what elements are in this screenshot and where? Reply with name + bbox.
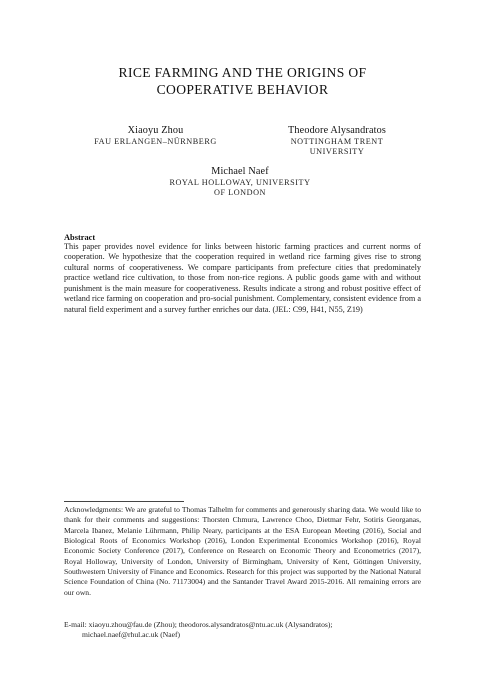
author-name: Xiaoyu Zhou [127, 125, 184, 136]
author-affiliation: FAU ERLANGEN–NÜRNBERG [94, 137, 217, 146]
author-name: Theodore Alysandratos [288, 125, 386, 136]
footnote-divider [64, 501, 184, 502]
author-block-alysandratos [248, 125, 426, 157]
abstract-text: This paper provides novel evidence for links between historic farming practices and current norms of cooperation. We hypothesize that the cooperation required in wetland rice farming gives rise to strong cultural norms of cooperativeness. We compare participants from prefecture cities that predominately practice wetland rice cultivation, to those from non-rice regions. A public goods game with and without punishment is the main measure for cooperativeness. Results indicate a strong and robust positive effect of wetland rice farming on cooperation and pro-social punishment. Complementary, consistent evidence from a natural field experiment and a survey further enriches our data. (JEL: C99, H41, N55, Z19) [64, 242, 421, 314]
author-affiliation-cont: OF LONDON [213, 188, 267, 198]
author-affiliation: NOTTINGHAM TRENT [290, 137, 384, 146]
author-affiliation: ROYAL HOLLOWAY, UNIVERSITY [169, 178, 311, 187]
abstract-heading: Abstract [64, 233, 96, 242]
paper-title [40, 64, 445, 98]
title-line-1: RICE FARMING AND THE ORIGINS OF [118, 65, 367, 80]
email-line-1: E-mail: xiaoyu.zhou@fau.de (Zhou); theodoros.alysandratos@ntu.ac.uk (Alysandratos); [64, 620, 333, 629]
email-footnote [64, 620, 424, 641]
author-affiliation-cont: UNIVERSITY [309, 147, 365, 157]
author-block-naef [150, 166, 330, 198]
acknowledgments-footnote: Acknowledgments: We are grateful to Thomas Talhelm for comments and generously sharing data. We would like to thank for their comments and suggestions: Thorsten Chmura, Lawrence Choo, Dietmar Fehr, Sotiris Georganas, Marcela Ibanez, Melanie Lührmann, Philip Neary, participants at the ESA European Meeting (2016), Social and Biological Roots of Economics Workshop (2016), London Experimental Economics Workshop (2016), Royal Economic Society Conference (2017), Conference on Research on Economic Theory and Econometrics (2017), Royal Holloway, University of London, University of Birmingham, University of Kent, Göttingen University, Southwestern University of Finance and Economics. Research for this project was supported by the National Natural Science Foundation of China (No. 71173004) and the Santander Travel Award 2015-2016. All remaining errors are our own. [64, 505, 421, 597]
email-line-2: michael.naef@rhul.ac.uk (Naef) [82, 630, 181, 640]
author-block-zhou [68, 125, 243, 147]
author-name: Michael Naef [211, 166, 269, 177]
title-line-2: COOPERATIVE BEHAVIOR [156, 82, 329, 97]
